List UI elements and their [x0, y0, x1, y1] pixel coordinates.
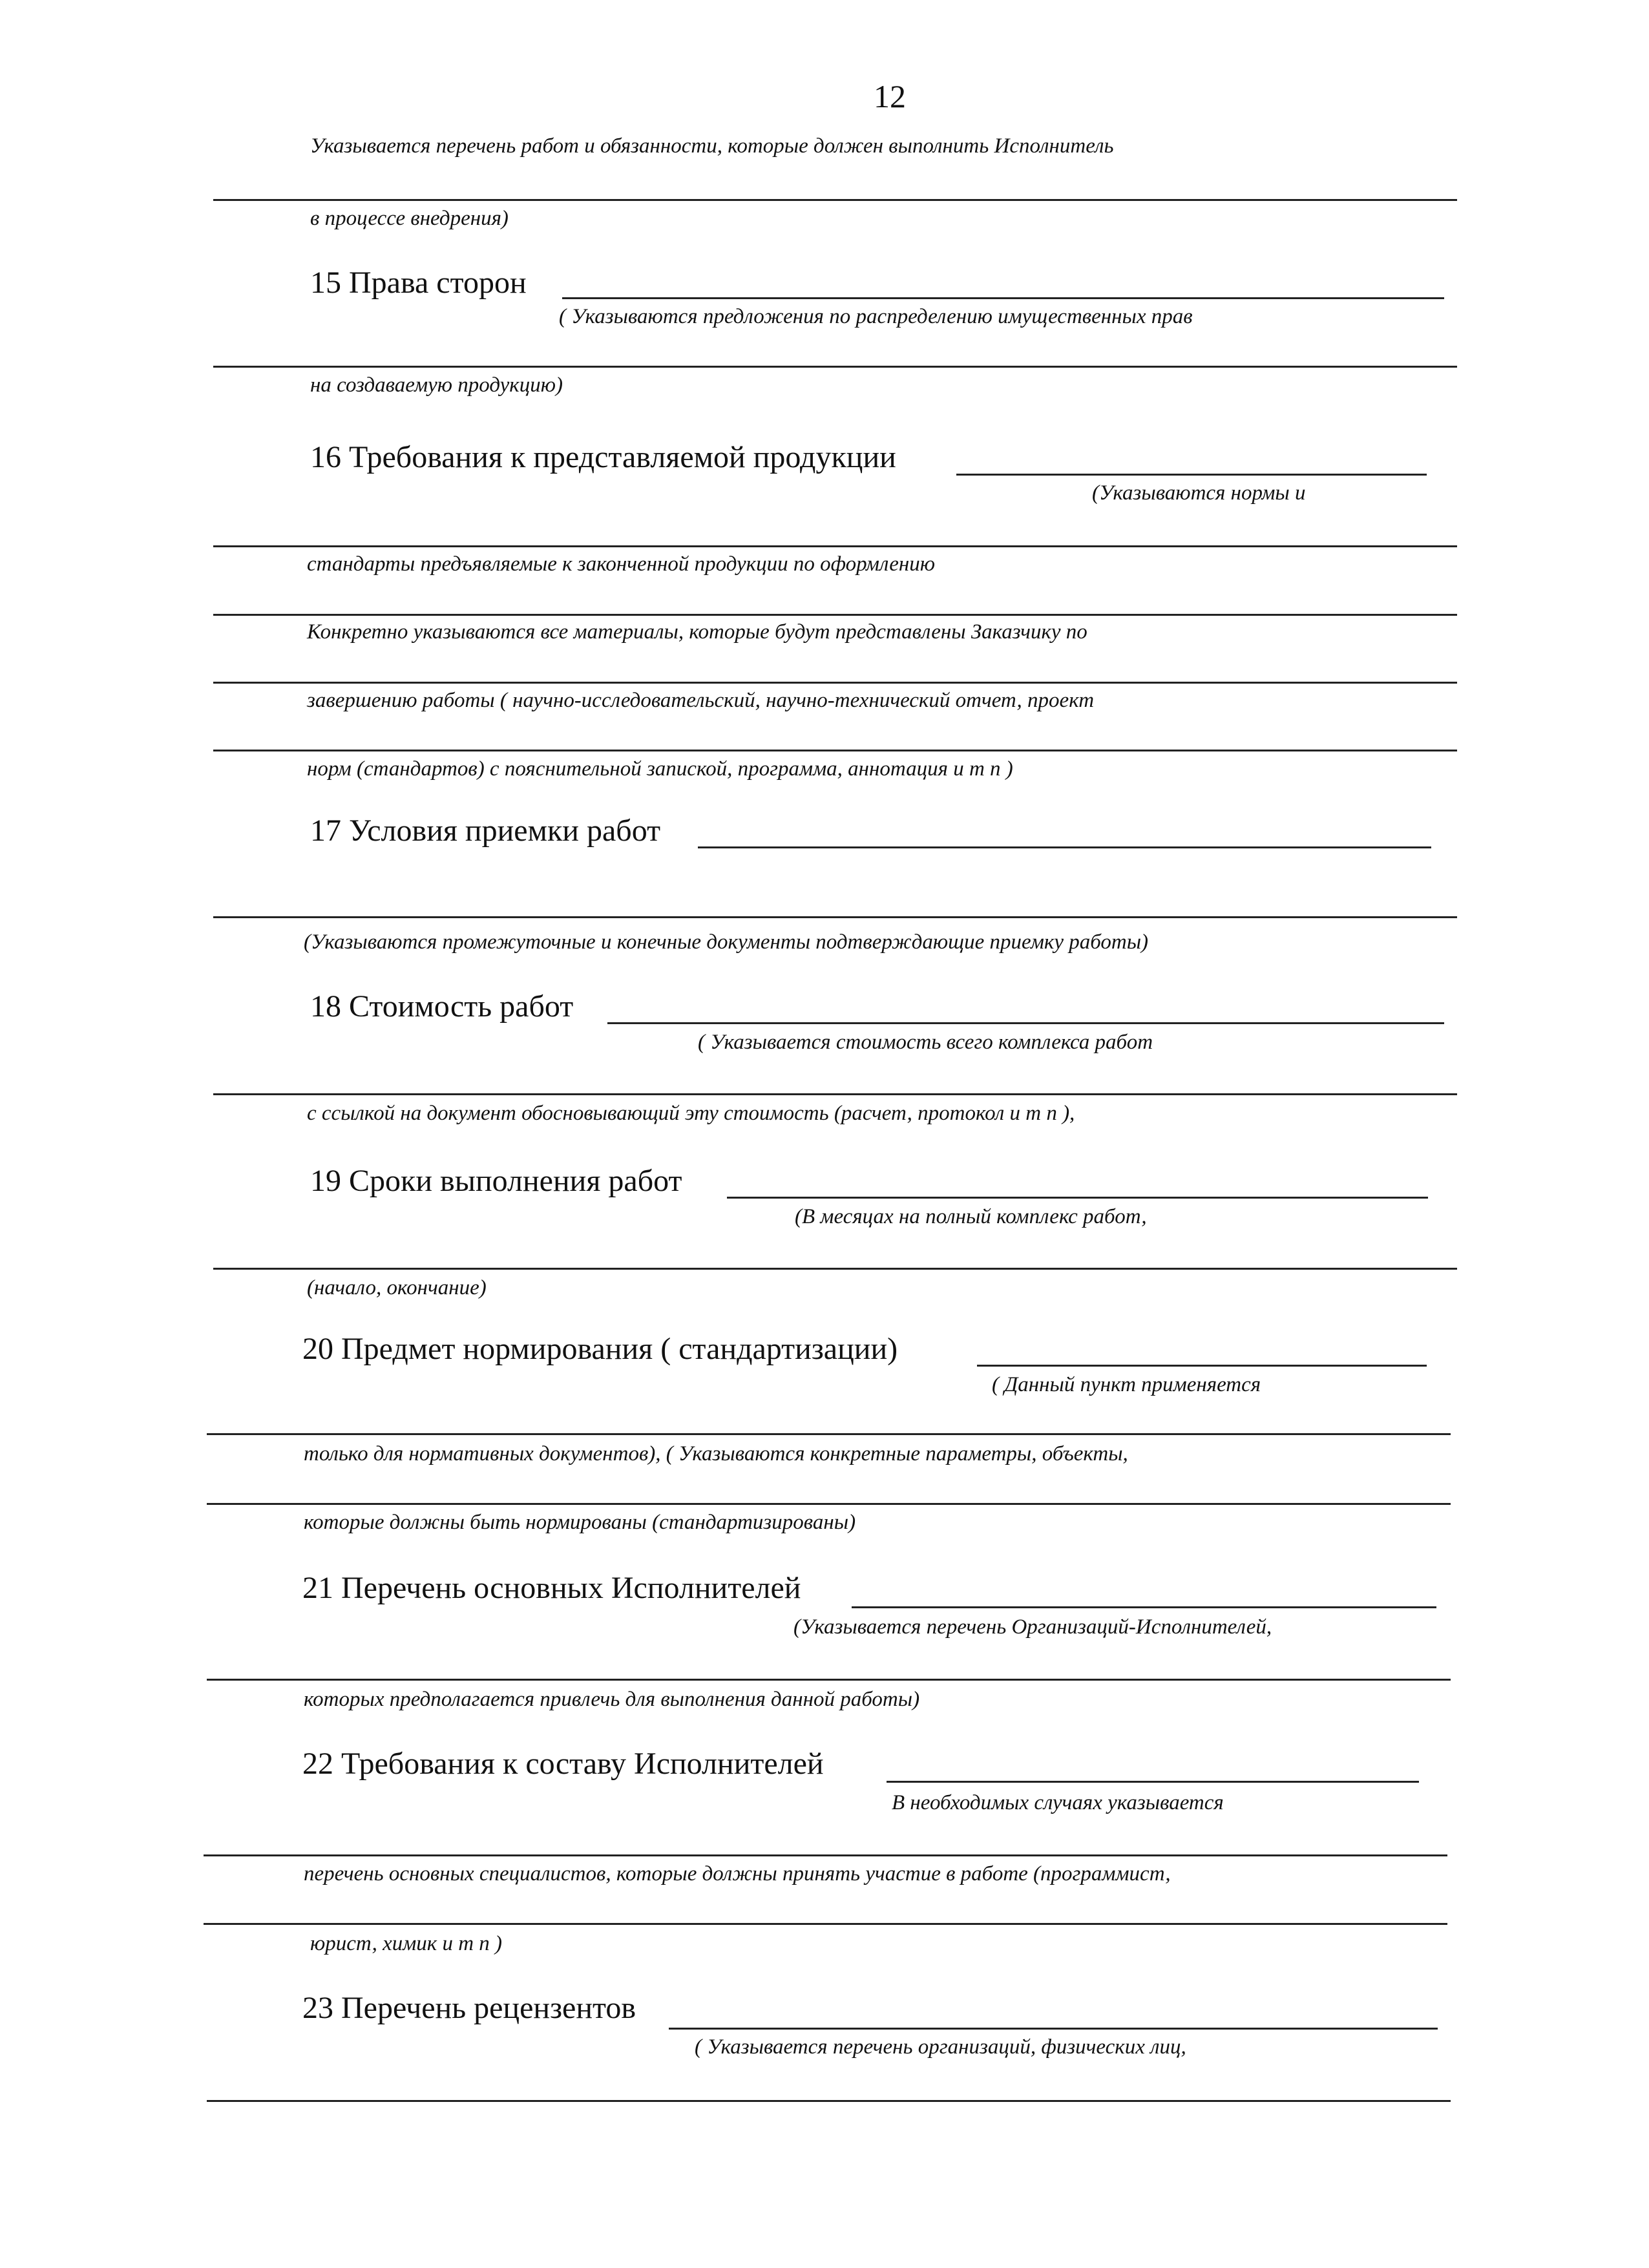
note-line: (В месяцах на полный комплекс работ,: [795, 1205, 1147, 1228]
note-line: которые должны быть нормированы (стандартизированы): [304, 1511, 856, 1534]
note-line: с ссылкой на документ обосновывающий эту стоимость (расчет, протокол и т п ),: [307, 1102, 1075, 1125]
section-18-heading: 18 Стоимость работ: [310, 989, 574, 1024]
rule: [213, 1093, 1457, 1095]
note-line: ( Указывается стоимость всего комплекса работ: [698, 1031, 1153, 1054]
note-line: стандарты предъявляемые к законченной продукции по оформлению: [307, 552, 935, 576]
rule: [213, 545, 1457, 547]
section-18-field: [607, 1022, 1444, 1024]
rule: [213, 750, 1457, 751]
section-20-field: [977, 1365, 1427, 1367]
note-line: (Указываются промежуточные и конечные документы подтверждающие приемку работы): [304, 930, 1149, 954]
note-line: юрист, химик и т п ): [310, 1932, 503, 1955]
note-line: завершению работы ( научно-исследовательский, научно-технический отчет, проект: [307, 689, 1095, 712]
section-21-field: [852, 1606, 1436, 1608]
note-line: (Указываются нормы и: [1092, 481, 1306, 505]
rule: [213, 682, 1457, 684]
note-line: ( Указывается перечень организаций, физических лиц,: [695, 2035, 1186, 2059]
rule: [213, 1268, 1457, 1270]
rule: [207, 2100, 1451, 2102]
rule: [207, 1433, 1451, 1435]
section-16-field: [956, 474, 1427, 476]
section-15-field: [562, 297, 1444, 299]
page-number: 12: [874, 78, 906, 114]
note-line: перечень основных специалистов, которые должны принять участие в работе (программист,: [304, 1862, 1171, 1885]
section-19-heading: 19 Сроки выполнения работ: [310, 1164, 682, 1198]
section-17-heading: 17 Условия приемки работ: [310, 814, 661, 848]
note-line: только для нормативных документов), ( Указываются конкретные параметры, объекты,: [304, 1442, 1128, 1465]
rule: [213, 366, 1457, 368]
section-23-heading: 23 Перечень рецензентов: [302, 1991, 636, 2025]
note-line: (Указывается перечень Организаций-Исполнителей,: [793, 1615, 1272, 1639]
section-22-field: [887, 1781, 1419, 1783]
note-line: норм (стандартов) с пояснительной запиской, программа, аннотация и т п ): [307, 757, 1013, 781]
section-19-field: [727, 1197, 1428, 1199]
note-line: Конкретно указываются все материалы, которые будут представлены Заказчику по: [307, 620, 1087, 644]
section-22-heading: 22 Требования к составу Исполнителей: [302, 1747, 824, 1781]
note-line: ( Указываются предложения по распределению имущественных прав: [559, 305, 1193, 328]
section-15-heading: 15 Права сторон: [310, 266, 527, 300]
section-17-field: [698, 846, 1431, 848]
rule: [207, 1679, 1451, 1681]
note-line: в процессе внедрения): [310, 207, 509, 230]
rule: [204, 1854, 1447, 1856]
note-line: Указывается перечень работ и обязанности, которые должен выполнить Исполнитель: [310, 134, 1114, 158]
section-20-heading: 20 Предмет нормирования ( стандартизации): [302, 1332, 898, 1366]
rule: [204, 1923, 1447, 1925]
rule: [213, 614, 1457, 616]
section-16-heading: 16 Требования к представляемой продукции: [310, 440, 896, 474]
note-line: ( Данный пункт применяется: [992, 1373, 1261, 1396]
rule: [213, 199, 1457, 201]
note-line: (начало, окончание): [307, 1276, 487, 1299]
rule: [213, 916, 1457, 918]
note-line: В необходимых случаях указывается: [892, 1791, 1224, 1814]
section-21-heading: 21 Перечень основных Исполнителей: [302, 1571, 801, 1605]
note-line: которых предполагается привлечь для выполнения данной работы): [304, 1688, 920, 1711]
note-line: на создаваемую продукцию): [310, 373, 563, 397]
rule: [207, 1503, 1451, 1505]
section-23-field: [669, 2028, 1438, 2030]
